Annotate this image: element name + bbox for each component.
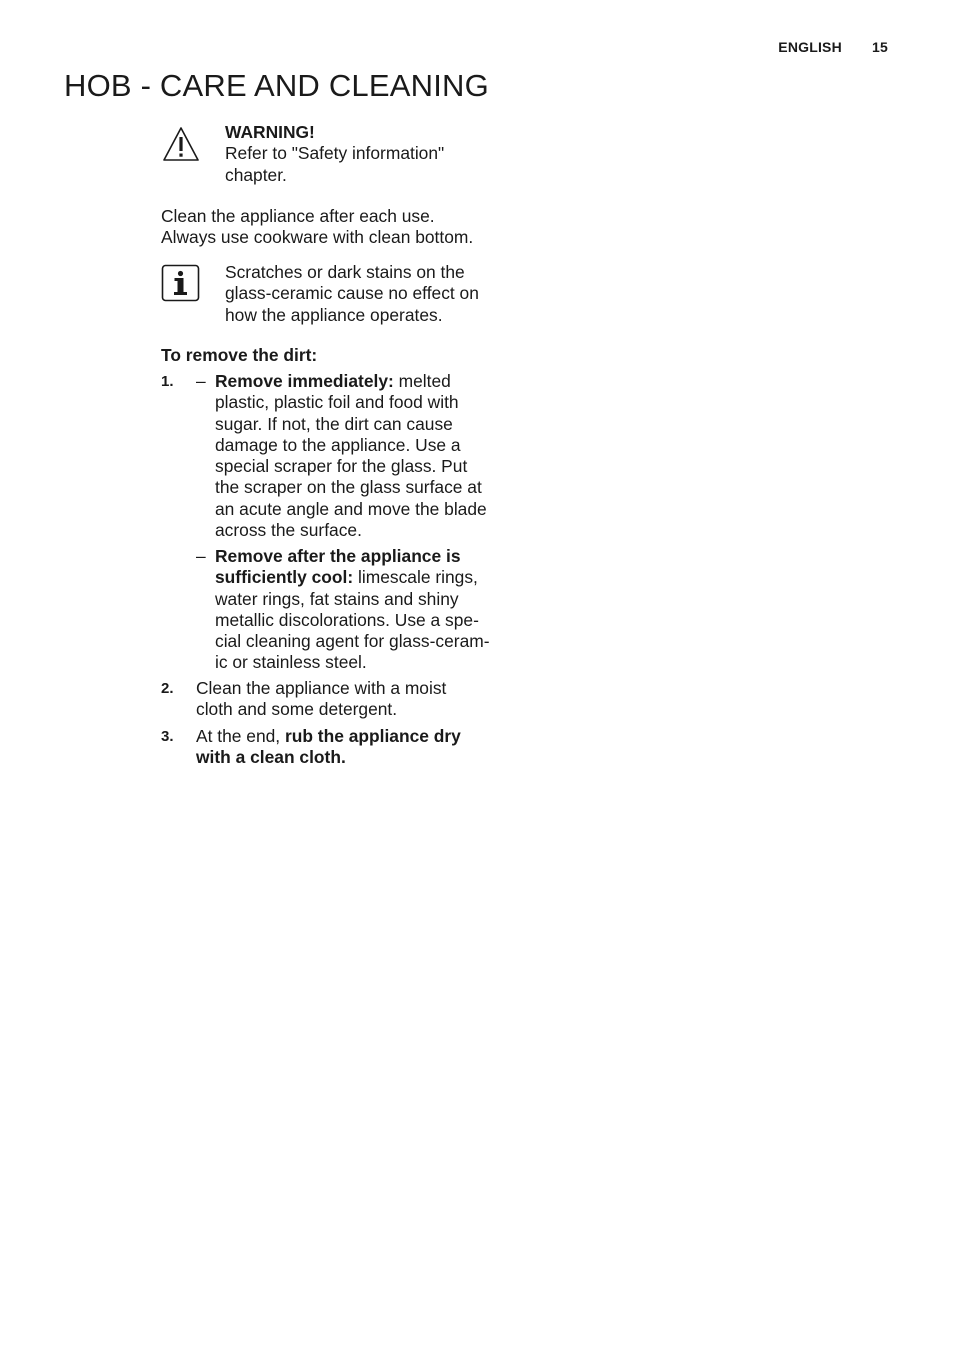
warning-line-1: Refer to "Safety information"	[225, 143, 445, 164]
steps-heading: To remove the dirt:	[161, 345, 318, 365]
info-line-1: Scratches or dark stains on the	[225, 262, 465, 282]
text-line: the scraper on the glass surface at	[215, 477, 482, 498]
text-line: metallic discolorations. Use a spe-	[215, 609, 479, 630]
text-line: damage to the appliance. Use a	[215, 434, 461, 455]
text-line: sugar. If not, the dirt can cause	[215, 413, 453, 434]
info-line-2: glass-ceramic cause no effect on	[225, 283, 479, 304]
step-number: 1.	[161, 373, 174, 390]
text-line: cloth and some detergent.	[196, 699, 398, 720]
page-header	[778, 39, 888, 55]
text-line: melted	[393, 371, 451, 391]
intro-line-2: Always use cookware with clean bottom.	[161, 227, 474, 248]
text-line: Clean the appliance with a moist	[196, 678, 447, 698]
dash-marker: –	[196, 371, 206, 391]
info-line-3: how the appliance operates.	[225, 304, 443, 325]
info-icon	[161, 264, 201, 304]
warning-line-2: chapter.	[225, 164, 287, 185]
text-line: special scraper for the glass. Put	[215, 456, 468, 477]
sub-item-bold: sufficiently cool:	[215, 567, 354, 588]
step-number: 3.	[161, 728, 174, 745]
page-number: 15	[872, 39, 888, 55]
text-line: water rings, fat stains and shiny	[215, 588, 459, 609]
text-line: across the surface.	[215, 520, 362, 541]
text-line: plastic, plastic foil and food with	[215, 392, 459, 413]
warning-heading: WARNING!	[225, 122, 315, 142]
sub-item-remove-immediately	[215, 371, 515, 541]
info-notice	[161, 264, 513, 330]
step-1	[161, 371, 513, 681]
intro-paragraph	[161, 206, 513, 249]
language-label: ENGLISH	[778, 39, 842, 55]
text-line: an acute angle and move the blade	[215, 498, 487, 519]
step-2	[161, 678, 513, 722]
step-3	[161, 726, 513, 770]
warning-notice	[161, 122, 513, 191]
text-line: cial cleaning agent for glass-ceram-	[215, 631, 490, 652]
text-line: At the end,	[196, 726, 285, 746]
text-line: ic or stainless steel.	[215, 652, 367, 673]
step-bold: rub the appliance dry	[284, 726, 461, 746]
sub-item-remove-after-cool	[215, 546, 515, 674]
step-number: 2.	[161, 680, 174, 697]
warning-triangle-icon	[161, 125, 201, 163]
text-line: limescale rings,	[353, 567, 478, 588]
sub-item-bold: Remove immediately:	[215, 371, 394, 391]
dash-marker: –	[196, 546, 206, 566]
sub-item-bold: Remove after the appliance is	[215, 546, 461, 566]
intro-line-1: Clean the appliance after each use.	[161, 206, 435, 226]
step-bold: with a clean cloth.	[196, 747, 346, 768]
page-title: HOB - CARE AND CLEANING	[64, 68, 489, 103]
